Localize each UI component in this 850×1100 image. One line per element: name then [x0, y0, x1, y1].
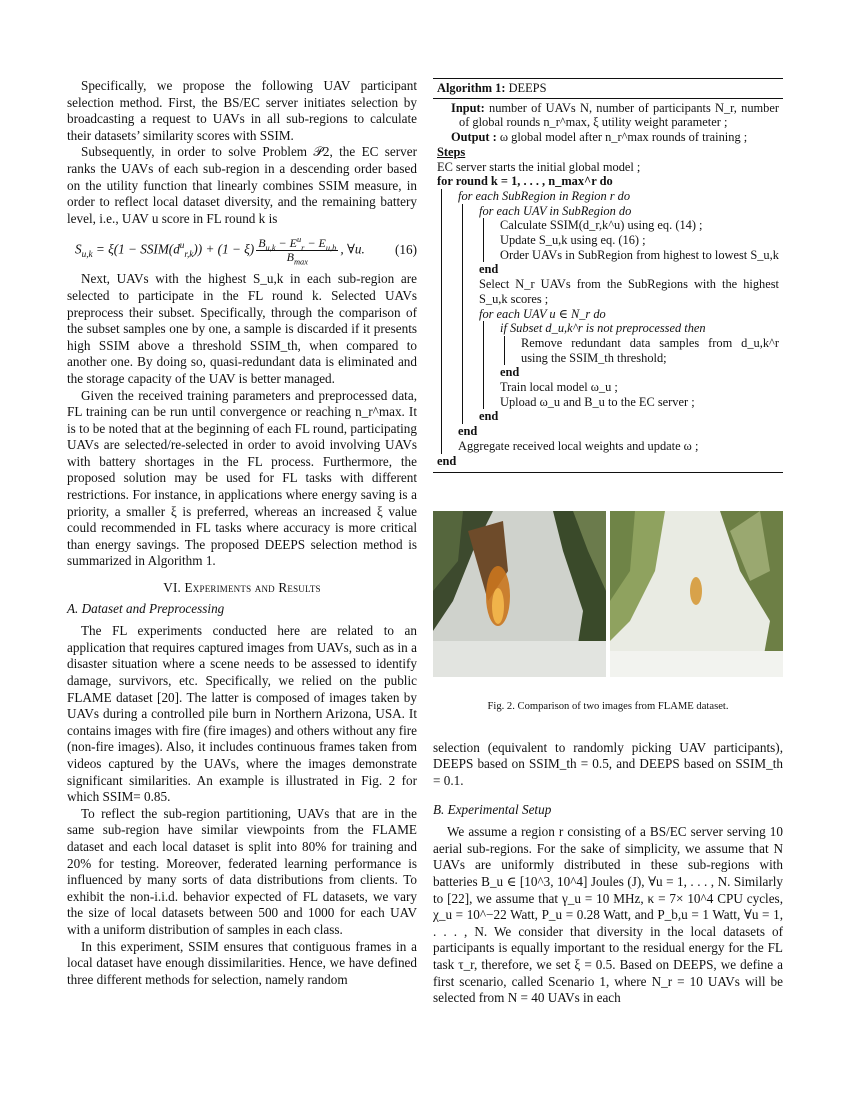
algorithm-line: Remove redundant data samples from d_u,k^r using the SSIM_th threshold; [521, 335, 779, 365]
left-column [67, 78, 417, 988]
paragraph: selection (equivalent to randomly picking UAV participants), DEEPS based on SSIM_th = 0.5, and DEEPS based on SSIM_th = 0.1. [433, 739, 783, 789]
subsection-heading: B. Experimental Setup [433, 801, 552, 817]
algorithm-output: Output : ω global model after n_r^max rounds of training ; [451, 130, 748, 145]
algorithm-line: if Subset d_u,k^r is not preprocessed then [500, 321, 706, 336]
section-heading: VI. Experiments and Results [163, 580, 321, 596]
equation-number: (16) [395, 242, 417, 258]
non-fire-image [610, 511, 783, 677]
paragraph: Subsequently, in order to solve Problem 𝒫2, the EC server ranks the UAVs of each sub-region in a descending order based on the utility function that linearly combines SSIM measure, in order to reflect local dataset diversity, and the remaining battery level, i.e., UAV u score in FL round k is [67, 144, 417, 226]
paragraph: In this experiment, SSIM ensures that contiguous frames in a local dataset have enough dissimilarities. Hence, we have defined three different methods for selection, namely random [67, 938, 417, 987]
paragraph: The FL experiments conducted here are related to an application that requires captured images from UAVs, such as in a disaster situation where a scene needs to be assessed to identify damage, survivors, etc. Specifically, we relied on the public FLAME dataset [20]. The latter is composed of images taken by UAVs during a controlled pile burn in Northern Arizona, USA. It contains images with fire (fire images) and others without any fire (non-fire images). Also, it includes continuous frames taken from videos captured by the UAVs, where the images demonstrate significant similarities. An example is illustrated in Fig. 2 for which SSIM= 0.85. [67, 623, 417, 805]
algorithm-end: end [479, 409, 499, 424]
fire-image [433, 511, 606, 677]
right-column [433, 78, 783, 1007]
algorithm-line: Train local model ω_u ; [500, 380, 618, 395]
equation-body: $S_{u,k} = \xi(1$ − $SSIM(d^u_{r,k})) + (1 - \xi)$ $\frac{B_{u,k} - E^u_r - E_{u,b}}{B_{max}}$ , ∀u. [75, 234, 365, 267]
algorithm-line: for each UAV in SubRegion do [479, 203, 632, 218]
algorithm-line: for each UAV u ∈ N_r do [479, 306, 606, 321]
algorithm-line: EC server starts the initial global model ; [437, 159, 641, 174]
equation-16 [67, 233, 417, 267]
algorithm-box [433, 78, 783, 473]
algorithm-line: for round k = 1, . . . , n_max^r do [437, 174, 613, 189]
figure-2 [433, 511, 783, 677]
paragraph: Next, UAVs with the highest S_u,k in each sub-region are selected to participate in the FL round k. Selected UAVs preprocess their subset. Specifically, through the comparison of the subset samples one by one, a sample is discarded if it presents high SSIM above a threshold SSIM_th, when compared to another one. By doing so, quasi-redundant data is eliminated and the storage capacity of the UAV is better managed. [67, 271, 417, 386]
paragraph: Specifically, we propose the following UAV participant selection method. First, the BS/EC server initiates selection by broadcasting a request to UAVs in all sub-regions to calculate their datasets’ similarity scores with SSIM. [67, 78, 417, 143]
algorithm-steps-label: Steps [437, 144, 466, 159]
algorithm-end: end [500, 365, 520, 380]
algorithm-title: Algorithm 1: DEEPS [433, 79, 783, 99]
algorithm-line: Aggregate received local weights and update ω ; [458, 438, 699, 453]
algorithm-end: end [479, 262, 499, 277]
subsection-heading: A. Dataset and Preprocessing [67, 600, 225, 616]
paragraph: To reflect the sub-region partitioning, UAVs that are in the same sub-region have similar viewpoints from the FLAME dataset and each local dataset is split into 80% for training and 20% for testing. Moreover, federated learning performance is influenced by many sorts of data distributions from clients. To exhibit the non-i.i.d. behavior expected of FL datasets, we vary the size of local datasets between 500 and 1000 for each UAV with a uniform distribution of samples in each class. [67, 805, 417, 937]
algorithm-end: end [437, 453, 457, 468]
algorithm-line: Select N_r UAVs from the SubRegions with the highest S_u,k scores ; [479, 277, 779, 306]
figure-caption: Fig. 2. Comparison of two images from FLAME dataset. [487, 701, 729, 713]
paragraph: Given the received training parameters and preprocessed data, FL training can be run until convergence or reaching n_r^max. It is to be noted that at the beginning of each FL round, participating UAVs are selected/re-selected in order to avoid involving UAVs with battery shortages in the FL process. Furthermore, the proposed solution may be used for FL tasks with different restrictions. For instance, in applications where energy saving is a priority, a smaller ξ is preferred, whereas an increased ξ value could recommended in FL tasks where accuracy is more critical than energy savings. The proposed DEEPS selection method is summarized in Algorithm 1. [67, 387, 417, 569]
algorithm-line: Calculate SSIM(d_r,k^u) using eq. (14) ; [500, 218, 703, 233]
paragraph: We assume a region r consisting of a BS/EC server serving 10 aerial sub-regions. For the sake of simplicity, we assume that N UAVs are uniformly distributed in these sub-regions with batteries B_u ∈ [10^3, 10^4] Joules (J), ∀u = 1, . . . , N. Similarly to [22], we assume that γ_u = 10 MHz, κ = 7× 10^4 CPU cycles, χ_u = 10^−22 Watt, P_u = 0.28 Watt, and P_b,u = 1 Watt, ∀u = 1, . . . , N. We consider that diversity in the local datasets of participants is equally important to the residual energy for the FL task τ_r, therefore, we set ξ = 0.5. Based on DEEPS, we define a first scenario, called Scenario 1, where N_r = 10 UAVs will be selected from N = 40 UAVs in each [433, 824, 783, 1006]
algorithm-line: Order UAVs in SubRegion from highest to lowest S_u,k [500, 247, 779, 262]
algorithm-line: for each SubRegion in Region r do [458, 188, 631, 203]
algorithm-line: Update S_u,k using eq. (16) ; [500, 233, 646, 248]
algorithm-end: end [458, 424, 478, 439]
algorithm-line: Upload ω_u and B_u to the EC server ; [500, 394, 695, 409]
algorithm-input: Input: number of UAVs N, number of participants N_r, number of global rounds n_r^max, ξ utility weight parameter ; [451, 100, 779, 130]
